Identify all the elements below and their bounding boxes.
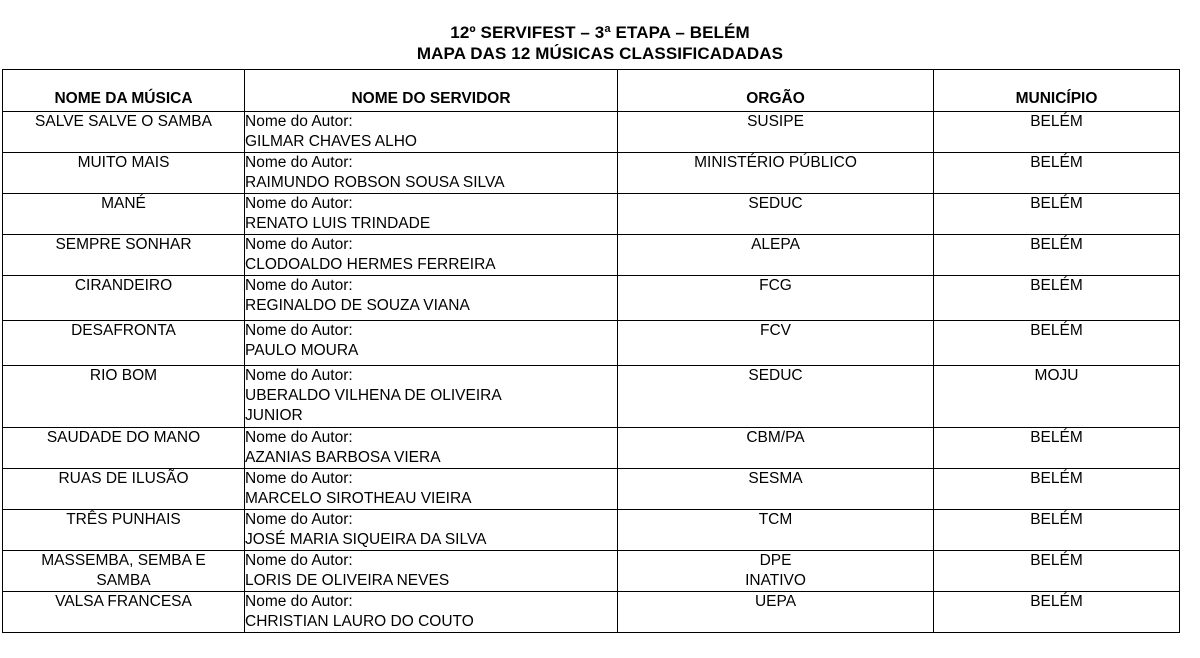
author-label: Nome do Autor: xyxy=(245,552,353,569)
author-label: Nome do Autor: xyxy=(245,195,353,212)
city-name: BELÉM xyxy=(1030,511,1083,528)
organ-cell xyxy=(618,510,934,551)
organ-name: TCM xyxy=(758,511,793,528)
table-row xyxy=(3,112,1180,153)
author-name: CHRISTIAN LAURO DO COUTO xyxy=(245,613,474,630)
author-label: Nome do Autor: xyxy=(245,236,353,253)
song-name: MANÉ xyxy=(101,195,146,212)
author-label: Nome do Autor: xyxy=(245,429,353,446)
organ-name: SEDUC xyxy=(748,367,803,384)
author-name: GILMAR CHAVES ALHO xyxy=(245,133,417,150)
author-label: Nome do Autor: xyxy=(245,470,353,487)
author-name: MARCELO SIROTHEAU VIEIRA xyxy=(245,490,472,507)
author-name: AZANIAS BARBOSA VIERA xyxy=(245,449,441,466)
table-row xyxy=(3,366,1180,428)
server-name-cell xyxy=(245,469,618,510)
song-name-cell xyxy=(3,469,245,510)
table-row xyxy=(3,194,1180,235)
author-label: Nome do Autor: xyxy=(245,322,353,339)
city-name: BELÉM xyxy=(1030,593,1083,610)
server-name-cell xyxy=(245,194,618,235)
organ-cell xyxy=(618,366,934,428)
organ-cell xyxy=(618,321,934,366)
city-name: BELÉM xyxy=(1030,113,1083,130)
song-name: SALVE SALVE O SAMBA xyxy=(35,113,212,130)
author-name: RAIMUNDO ROBSON SOUSA SILVA xyxy=(245,174,505,191)
organ-name: FCV xyxy=(760,322,791,339)
city-cell xyxy=(934,469,1180,510)
song-name: DESAFRONTA xyxy=(71,322,176,339)
song-name-cell xyxy=(3,321,245,366)
city-cell xyxy=(934,235,1180,276)
table-row xyxy=(3,469,1180,510)
song-name-cell xyxy=(3,428,245,469)
song-name: MUITO MAIS xyxy=(77,154,170,171)
song-name-cell xyxy=(3,276,245,321)
organ-name: DPE xyxy=(759,552,792,569)
song-name-cell xyxy=(3,112,245,153)
song-name-cell xyxy=(3,592,245,633)
song-name-cell xyxy=(3,235,245,276)
song-name-cell xyxy=(3,366,245,428)
city-cell xyxy=(934,428,1180,469)
organ-name: CBM/PA xyxy=(746,429,805,446)
organ-name: ALEPA xyxy=(751,236,800,253)
organ-cell xyxy=(618,592,934,633)
city-cell xyxy=(934,551,1180,592)
server-name-cell xyxy=(245,276,618,321)
city-name: BELÉM xyxy=(1030,429,1083,446)
author-name: CLODOALDO HERMES FERREIRA xyxy=(245,256,496,273)
organ-name: MINISTÉRIO PÚBLICO xyxy=(694,154,857,171)
city-cell xyxy=(934,366,1180,428)
organ-cell xyxy=(618,235,934,276)
author-label: Nome do Autor: xyxy=(245,593,353,610)
city-name: BELÉM xyxy=(1030,236,1083,253)
song-name-cell xyxy=(3,551,245,592)
table-row xyxy=(3,235,1180,276)
author-label: Nome do Autor: xyxy=(245,277,353,294)
document-title: 12º SERVIFEST – 3ª ETAPA – BELÉM xyxy=(450,23,750,42)
author-label: Nome do Autor: xyxy=(245,367,353,384)
organ-name: INATIVO xyxy=(745,572,806,589)
author-name: JOSÉ MARIA SIQUEIRA DA SILVA xyxy=(245,531,487,548)
song-name: VALSA FRANCESA xyxy=(55,593,192,610)
organ-cell xyxy=(618,469,934,510)
table-row xyxy=(3,592,1180,633)
column-header-song: NOME DA MÚSICA xyxy=(3,70,245,112)
organ-name: UEPA xyxy=(754,593,797,610)
organ-cell xyxy=(618,551,934,592)
organ-cell xyxy=(618,153,934,194)
server-name-cell xyxy=(245,428,618,469)
table-body xyxy=(3,112,1180,633)
city-name: BELÉM xyxy=(1030,277,1083,294)
song-name-cell xyxy=(3,153,245,194)
city-name: BELÉM xyxy=(1030,154,1083,171)
song-name: TRÊS PUNHAIS xyxy=(66,511,181,528)
classified-songs-table xyxy=(2,69,1180,633)
city-cell xyxy=(934,592,1180,633)
song-name: RUAS DE ILUSÃO xyxy=(58,470,189,487)
document-header xyxy=(0,22,1200,64)
city-cell xyxy=(934,510,1180,551)
server-name-cell xyxy=(245,366,618,428)
organ-name: SUSIPE xyxy=(747,113,804,130)
song-name: MASSEMBA, SEMBA E xyxy=(41,552,206,569)
table-row xyxy=(3,276,1180,321)
organ-name: SEDUC xyxy=(748,195,803,212)
column-header-city: MUNICÍPIO xyxy=(934,70,1180,112)
author-name: JUNIOR xyxy=(245,407,303,424)
song-name: RIO BOM xyxy=(89,367,158,384)
author-label: Nome do Autor: xyxy=(245,113,353,130)
server-name-cell xyxy=(245,551,618,592)
table-header xyxy=(3,70,1180,112)
organ-name: SESMA xyxy=(748,470,803,487)
server-name-cell xyxy=(245,112,618,153)
author-name: LORIS DE OLIVEIRA NEVES xyxy=(245,572,450,589)
city-name: BELÉM xyxy=(1030,470,1083,487)
author-label: Nome do Autor: xyxy=(245,511,353,528)
header-row xyxy=(3,70,1180,112)
author-name: RENATO LUIS TRINDADE xyxy=(245,215,431,232)
server-name-cell xyxy=(245,235,618,276)
author-label: Nome do Autor: xyxy=(245,154,353,171)
column-header-organ: ORGÃO xyxy=(618,70,934,112)
server-name-cell xyxy=(245,510,618,551)
organ-cell xyxy=(618,276,934,321)
city-cell xyxy=(934,153,1180,194)
author-name: REGINALDO DE SOUZA VIANA xyxy=(245,297,470,314)
organ-cell xyxy=(618,428,934,469)
city-name: MOJU xyxy=(1034,367,1079,384)
song-name: SAMBA xyxy=(96,572,151,589)
table-row xyxy=(3,551,1180,592)
song-name: SEMPRE SONHAR xyxy=(55,236,192,253)
city-cell xyxy=(934,276,1180,321)
song-name-cell xyxy=(3,194,245,235)
table-row xyxy=(3,510,1180,551)
author-name: UBERALDO VILHENA DE OLIVEIRA xyxy=(245,387,502,404)
table-row xyxy=(3,428,1180,469)
document-subtitle: MAPA DAS 12 MÚSICAS CLASSIFICADADAS xyxy=(416,44,784,63)
song-name: CIRANDEIRO xyxy=(74,277,173,294)
city-name: BELÉM xyxy=(1030,552,1083,569)
table-row xyxy=(3,153,1180,194)
author-name: PAULO MOURA xyxy=(245,342,359,359)
table-row xyxy=(3,321,1180,366)
server-name-cell xyxy=(245,592,618,633)
city-cell xyxy=(934,112,1180,153)
organ-name: FCG xyxy=(759,277,792,294)
city-cell xyxy=(934,321,1180,366)
organ-cell xyxy=(618,194,934,235)
city-name: BELÉM xyxy=(1030,322,1083,339)
server-name-cell xyxy=(245,321,618,366)
city-cell xyxy=(934,194,1180,235)
organ-cell xyxy=(618,112,934,153)
city-name: BELÉM xyxy=(1030,195,1083,212)
server-name-cell xyxy=(245,153,618,194)
song-name-cell xyxy=(3,510,245,551)
column-header-server: NOME DO SERVIDOR xyxy=(245,70,618,112)
song-name: SAUDADE DO MANO xyxy=(46,429,201,446)
